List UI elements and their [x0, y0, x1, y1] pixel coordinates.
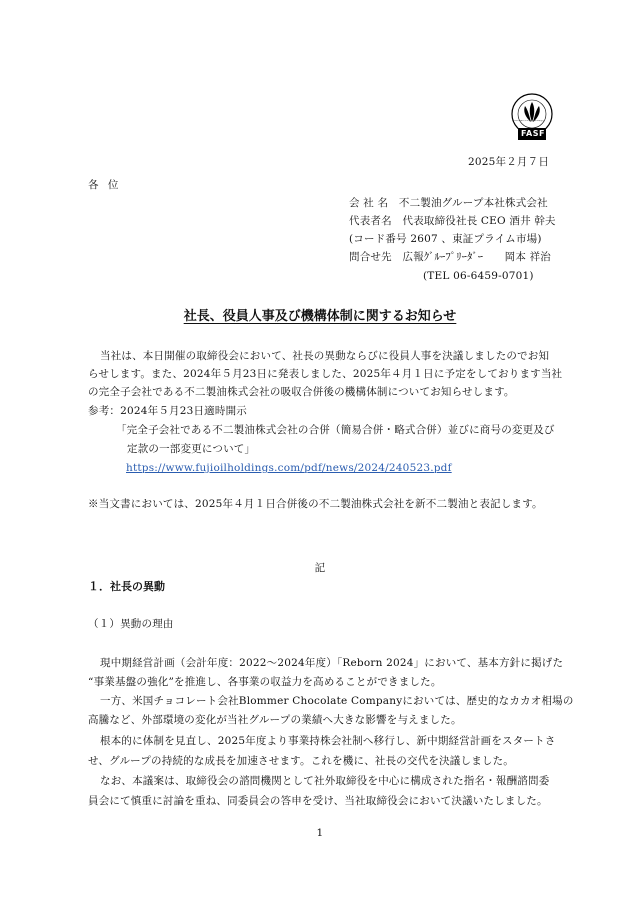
- intro-line: らせします。また、2024年５月23日に発表しました、2025年４月１日に予定をしております当社: [88, 368, 563, 380]
- body-line: 高騰など、外部環境の変化が当社グループの業績へ大きな影響を与えました。: [88, 714, 462, 726]
- ki-marker: 記: [314, 562, 326, 574]
- reference-link[interactable]: https://www.fujioilholdings.com/pdf/news/2024/240523.pdf: [126, 462, 452, 474]
- document-date: 2025年２月７日: [468, 156, 550, 168]
- body-line: “事業基盤の強化”を推進し、各事業の収益力を高めることができました。: [88, 676, 442, 688]
- subsection-heading: （１）異動の理由: [88, 618, 174, 630]
- recipient: 各 位: [88, 179, 122, 191]
- body-line: せ、グループの持続的な成長を加速させます。これを機に、社長の交代を決議しました。: [88, 755, 515, 767]
- logo-ring-text: 公益財団法人 財務会計基準機構会員: [512, 120, 545, 122]
- reference-line: 定款の一部変更について」: [127, 443, 256, 455]
- reference-line: 「完全子会社である不二製油株式会社の合併（簡易合併・略式合併）並びに商号の変更及び: [116, 424, 555, 436]
- section-heading: １．社長の異動: [88, 580, 165, 593]
- body-line: 員会にて慎重に討論を重ね、同委員会の答申を受け、当社取締役会において決議いたしました。: [88, 795, 548, 807]
- body-line: なお、本議案は、取締役会の諮問機関として社外取締役を中心に構成された指名・報酬諮問委: [100, 775, 550, 787]
- intro-line: の完全子会社である不二製油株式会社の吸収合併後の機構体制についてお知らせします。: [88, 386, 515, 398]
- company-logo: [507, 92, 557, 146]
- body-line: 一方、米国チョコレート会社Blommer Chocolate Companyにおいては、歴史的なカカオ相場の: [100, 695, 574, 707]
- body-line: 根本的に体制を見直し、2025年度より事業持株会社制へ移行し、新中期経営計画をスタートさ: [100, 735, 556, 747]
- sender-company: 会 社 名 不二製油グループ本社株式会社: [349, 197, 548, 209]
- sender-stock-code: (コード番号 2607 、東証プライム市場): [349, 233, 542, 245]
- page-title: 社長、役員人事及び機構体制に関するお知らせ: [183, 309, 457, 324]
- sender-contact: 問合せ先 広報ｸﾞﾙｰﾌﾟﾘｰﾀﾞｰ 岡本 祥治: [349, 251, 551, 263]
- body-line: 現中期経営計画（会計年度：2022～2024年度）「Reborn 2024」において、基本方針に掲げた: [100, 657, 564, 669]
- page-number: 1: [316, 827, 324, 839]
- reference-label: 参考：2024年５月23日適時開示: [88, 405, 247, 417]
- sender-representative: 代表者名 代表取締役社長 CEO 酒井 幹夫: [349, 215, 556, 227]
- intro-line: 当社は、本日開催の取締役会において、社長の異動ならびに役員人事を決議しましたのでお知: [100, 350, 550, 362]
- logo-label: FASF: [521, 129, 545, 138]
- notation-note: ※当文書においては、2025年４月１日合併後の不二製油株式会社を新不二製油と表記します。: [88, 498, 543, 510]
- sender-tel: (TEL 06-6459-0701): [423, 270, 534, 282]
